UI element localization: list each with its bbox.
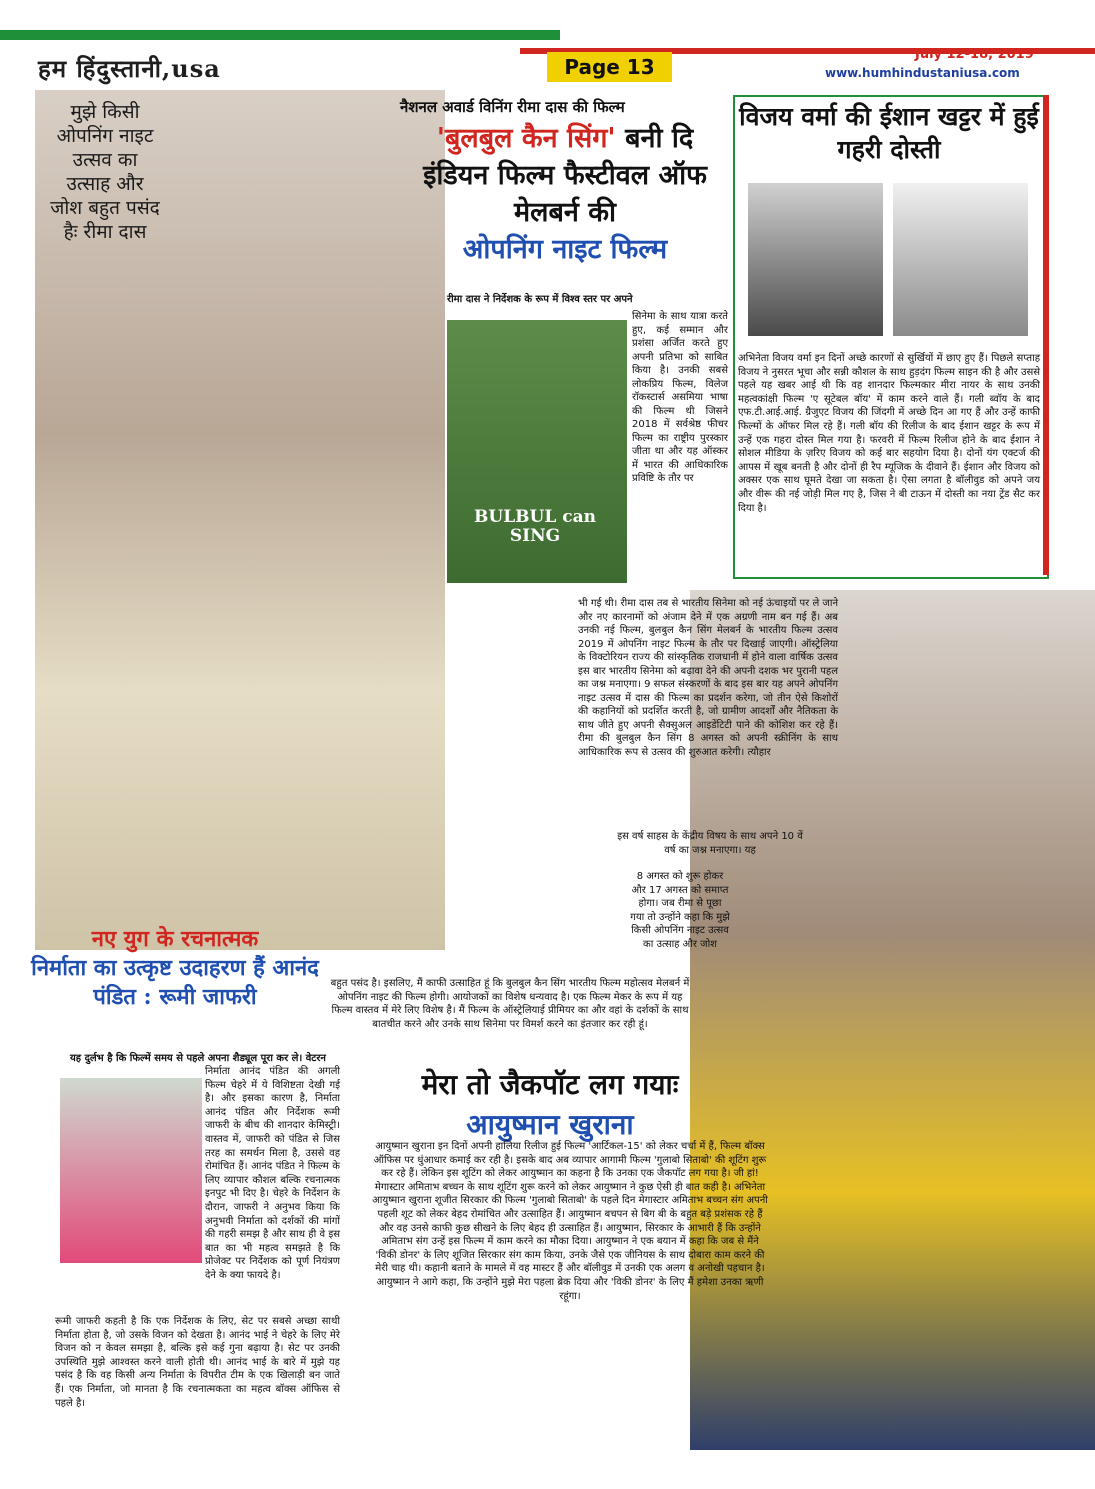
ayushmann-headline <box>400 1065 700 1145</box>
poster-title: BULBUL can SING <box>474 507 596 546</box>
ayushmann-headline-blue: आयुष्मान खुराना <box>466 1108 634 1141</box>
page-number: Page 13 <box>547 52 672 82</box>
anand-headline-blue: निर्माता का उत्कृष्ट उदाहरण हैं आनंद पंडित : रूमी जाफरी <box>31 955 319 1010</box>
ayushmann-headline-black: मेरा तो जैकपॉट लग गयाः <box>421 1068 679 1101</box>
rima-body-continued: बहुत पसंद है। इसलिए, मैं काफी उत्साहित हूं कि बुलबुल कैन सिंग भारतीय फिल्म महोत्सव मेलबर्न में ओपनिंग नाइट की फिल्म होगी। आयोजकों का विशेष धन्यवाद है। एक फिल्म मेकर के रूप में यह फिल्म वास्तव में मेरे लिए विशेष है। मैं फिल्म के ऑस्ट्रेलियाई प्रीमियर का और वहां के दर्शकों के साथ बातचीत करने और उनके साथ सिनेमा पर विमर्श करने का इंतजार कर रही हूं। <box>330 978 690 1030</box>
rima-quote: मुझे किसी ओपनिंग नाइट उत्सव का उत्साह और जोश बहुत पसंद हैः रीमा दास <box>50 101 160 243</box>
rima-column: सिनेमा के साथ यात्रा करते हुए, कई सम्मान और प्रशंसा अर्जित करते हुए अपनी प्रतिभा को साबित किया है। उनकी सबसे लोकप्रिय फिल्म, विलेज रॉकस्टार्स असमिया भाषा की फिल्म थी जिसने 2018 में सर्वश्रेष्ठ फीचर फिल्म का राष्ट्रीय पुरस्कार जीता था और यह ऑस्कर में भारत की आधिकारिक प्रविष्टि के तौर पर <box>632 311 728 484</box>
anand-body: रूमी जाफरी कहती है कि एक निर्देशक के लिए, सेट पर सबसे अच्छा साथी निर्माता होता है, जो उसके विजन को देखता है। आनंद भाई ने चेहरे के लिए मेरे विजन को न केवल समझा है, बल्कि इसे कई गुना बढ़ाया है। सेट पर उनकी उपस्थिति मुझे आश्वस्त करने वाली होती थी। आनंद भाई के बारे में मुझे यह पसंद है कि वह किसी अन्य निर्माता के विपरीत टीम के एक खिलाड़ी बन जाते हैं। एक निर्माता, जो मानता है कि रचनात्मकता का महत्व बॉक्स ऑफिस से पहले है। <box>55 1316 340 1409</box>
anand-column: निर्माता आनंद पंडित की अगली फिल्म चेहरे में ये विशिष्टता देखी गई है। और इसका कारण है, निर्माता आनंद पंडित और निर्देशक रूमी जाफरी के बीच की शानदार केमिस्ट्री। वास्तव में, जाफरी को पंडित से जिस तरह का समर्थन मिला है, उससे वह रोमांचित हैं। आनंद पंडित ने फिल्म के लिए व्यापार कौशल बल्कि रचनात्मक इनपुट भी दिए है। चेहरे के निर्देशन के दौरान, जाफरी ने अनुभव किया कि अनुभवी निर्माता को दर्शकों की मांगों की गहरी समझ है और साथ ही वे इस बात का भी महत्व समझते है कि प्रोजेक्ट पर निर्देशक को पूर्ण नियंत्रण देने के क्या फायदे है। <box>205 1066 340 1281</box>
anand-headline <box>25 925 325 1012</box>
headline-film-name: 'बुलबुल कैन सिंग' <box>436 123 616 154</box>
vijay-body: अभिनेता विजय वर्मा इन दिनों अच्छे कारणों से सुर्खियों में छाए हुए हैं। पिछले सप्ताह विजय ने नुसरत भूचा और सन्नी कौशल के साथ हुड़दंग फिल्म साइन की है और उससे पहले यह खबर आई थी कि वह शानदार फिल्मकार मीरा नायर के साथ उनकी महत्वकांक्षी फिल्म 'ए सूटेबल बॉय' में काम करने वाले हैं। गली ब्वॉय के बाद एफ.टी.आई.आई. ग्रैजुएट विजय की जिंदगी में अच्छे दिन आ गए हैं और उन्हें काफी फिल्मों के ऑफर मिल रहे हैं। गली बॉय की रिलीज के बाद ईशान खट्टर के रूप में उन्हें एक गहरा दोस्त मिल गया है। फरवरी में फिल्म रिलीज होने के बाद ईशान ने सोशल मीडिया के ज़रिए विजय को कई बार सहयोग दिया है। दोनों यंग एक्टर्ज की आपस में खूब बनती है और दोनों ही रैप म्यूजिक के दीवाने हैं। ईशान और विजय को अक्सर एक साथ घूमते देखा जा सकता है। ऐसा लगता है बॉलीवुड को अपने जय और वीरू की नई जोड़ी मिल गए है, जिस ने बी टाऊन में दोस्ती का नया ट्रेंड सैट कर दिया है। <box>738 353 1040 514</box>
rima-body-2: इस वर्ष साहस के केंद्रीय विषय के साथ अपने 10 वें वर्ष का जश्न मनाएगा। यह <box>617 831 803 856</box>
vijay-headline: विजय वर्मा की ईशान खट्टर में हुई गहरी दोस्ती <box>739 102 1039 164</box>
headline-end: ओपनिंग नाइट फिल्म <box>462 234 668 265</box>
rima-body: भी गई थी। रीमा दास तब से भारतीय सिनेमा को नई ऊंचाइयों पर ले जाने और नए कारनामों को अंजाम देने में एक अग्रणी नाम बन गई हैं। अब उनकी नई फिल्म, बुलबुल कैन सिंग मेलबर्न के भारतीय फिल्म उत्सव 2019 में ओपनिंग नाइट फिल्म के तौर पर दिखाई जाएगी। ऑस्ट्रेलिया के विक्टोरियन राज्य की सांस्कृतिक राजधानी में होने वाला वार्षिक उत्सव इस बार भारतीय सिनेमा को बढ़ावा देने की अपनी दशक भर पुरानी पहल का जश्न मनाएगा। 9 सफल संस्करणों के बाद इस बार यह अपने ओपनिंग नाइट उत्सव में दास की फिल्म का प्रदर्शन करेगा, जो तीन ऐसे किशोरों की कहानियों को प्रदर्शित करती है, जो ग्रामीण आदर्शों और नैतिकता के साथ जीते हुए अपनी सैक्सुअल आइडेंटिटी पाने की कोशिश कर रहे हैं। रीमा की बुलबुल कैन सिंग 8 अगस्त को अपनी स्क्रीनिंग के साथ आधिकारिक रूप से उत्सव की शुरुआत करेगी। त्यौहार <box>578 598 838 758</box>
website-url[interactable]: www.humhindustaniusa.com <box>825 66 1020 80</box>
anand-headline-red: नए युग के रचनात्मक <box>91 926 259 952</box>
issue-date: July 12-18, 2019 <box>915 47 1034 62</box>
masthead-logo: हम हिंदुस्तानी,usa <box>38 54 221 83</box>
rima-lead: रीमा दास ने निर्देशक के रूप में विश्व स्तर पर अपने <box>447 294 633 305</box>
rima-headline <box>400 120 730 268</box>
ayushmann-body: आयुष्मान खुराना इन दिनों अपनी हालिया रिलीज हुई फिल्म 'आर्टिकल-15' को लेकर चर्चा में हैं, फिल्म बॉक्स ऑफिस पर धुंआधार कमाई कर रही है। इसके बाद अब व्यापार आगामी फिल्म 'गुलाबो सिताबो' की शूटिंग शुरू कर रहे हैं। लेकिन इस शूटिंग को लेकर आयुष्मान का कहना है कि उनका एक जैकपॉट लग गया है। जी हां! मेगास्टार अमिताभ बच्चन के साथ शूटिंग शुरू करने को लेकर आयुष्मान ने कुछ ऐसी ही बात कही है। अभिनेता आयुष्मान खुराना शूजीत सिरकार की फिल्म 'गुलाबो सिताबो' के पहले दिन मेगास्टार अमिताभ बच्चन संग अपनी पहली शूट को लेकर बेहद रोमांचित और उत्साहित हैं। आयुष्मान बचपन से बिग बी के बहुत बड़े प्रशंसक रहे हैं और वह उनसे काफी कुछ सीखने के लिए बेहद ही उत्साहित हैं। आयुष्मान, सिरकार के आभारी हैं कि उन्होंने अमिताभ संग उन्हें इस फिल्म में काम करने का मौका दिया। आयुष्मान ने एक बयान में कहा कि जब से मैंने 'विकी डोनर' के लिए शूजित सिरकार संग काम किया, उनके जैसे एक जीनियस के साथ दोबारा काम करने की मेरी चाह थी। कहानी बताने के मामले में वह मास्टर हैं और बॉलीवुड में उनकी एक अलग व अनोखी पहचान है। आयुष्मान ने आगे कहा, कि उन्होंने मुझे मेरा पहला ब्रेक दिया और 'विकी डोनर' के लिए मैं हमेशा उनका ऋणी रहूंगा। <box>372 1141 768 1302</box>
rima-body-3: 8 अगस्त को शुरू होकर और 17 अगस्त को समाप्त होगा। जब रीमा से पूछा गया तो उन्होंने कहा कि मुझे किसी ओपनिंग नाइट उत्सव का उत्साह और जोश <box>630 871 730 950</box>
rima-kicker: नैशनल अवार्ड विनिंग रीमा दास की फिल्म <box>400 98 625 116</box>
vijay-box-accent <box>1043 95 1049 575</box>
headline-middle: बनी दि इंडियन फिल्म फैस्टीवल ऑफ मेलबर्न की <box>423 123 707 228</box>
masthead-green-bar <box>0 30 560 40</box>
anand-lead: यह दुर्लभ है कि फिल्में समय से पहले अपना शैड्यूल पूरा कर ले। वेटरन <box>70 1053 326 1064</box>
rumi-jafri-photo <box>60 1078 202 1263</box>
